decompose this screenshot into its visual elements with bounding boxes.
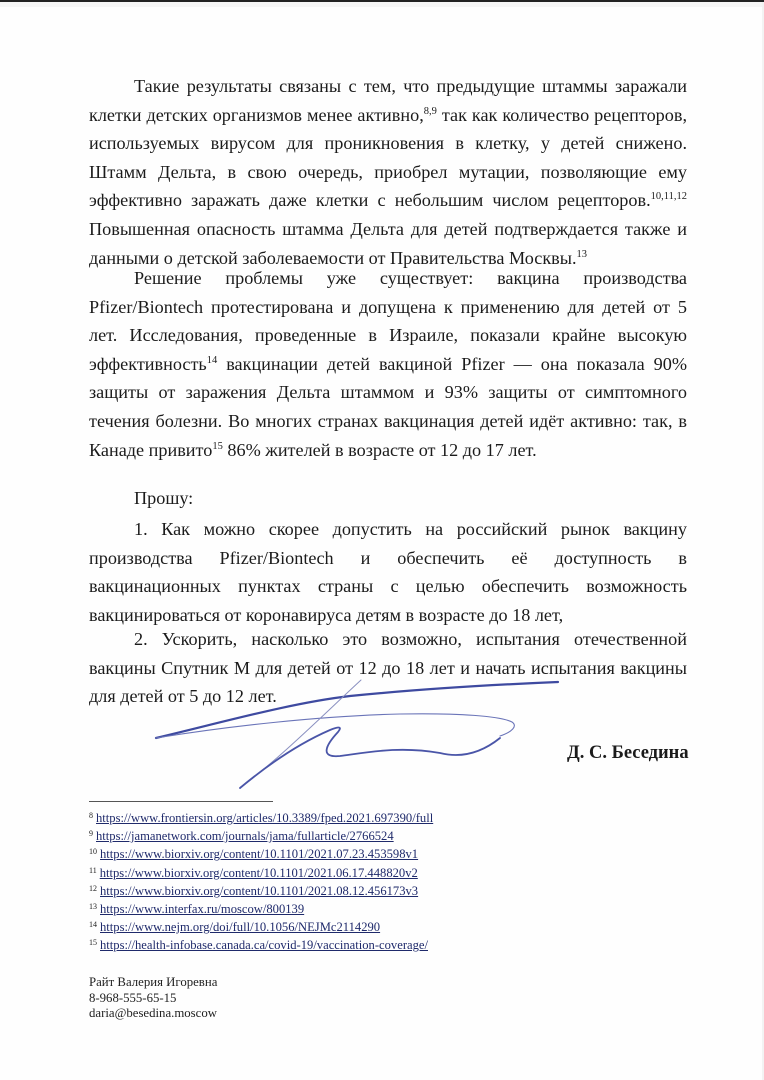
contact-email: daria@besedina.moscow xyxy=(89,1006,217,1020)
footnote-ref[interactable]: 8,9 xyxy=(423,105,437,117)
paragraph-delta-strain xyxy=(89,72,687,272)
footnote-item xyxy=(89,881,589,899)
footnote-item xyxy=(89,826,589,844)
footnotes-list xyxy=(89,808,589,954)
paragraph-text: вакцинации детей вакциной Pfizer — она показала 90% защиты от заражения Дельта штаммом и 93% защиты от симптомного течения болезни. Во многих странах вакцинация детей идёт активно: так, в Канаде привито xyxy=(89,353,688,460)
request-label: Прошу: xyxy=(134,488,194,508)
footnote-ref[interactable]: 13 xyxy=(576,248,588,260)
handwritten-signature xyxy=(140,678,560,803)
footnote-item xyxy=(89,808,589,826)
footnote-number: 14 xyxy=(89,920,97,930)
paragraph-text: Такие результаты связаны с тем, что предыдущие штаммы заражали клетки детских организмов менее активно, xyxy=(89,76,687,125)
request-item-1: 1. Как можно скорее допустить на российский рынок вакцину производства Pfizer/Biontech и обеспечить её доступность в вакцинационных пунктах страны с целью обеспечить возможность вакцинироваться от коронавируса детям в возрасте до 18 лет, xyxy=(89,519,687,625)
footnote-link[interactable]: https://www.interfax.ru/moscow/800139 xyxy=(100,902,305,917)
paragraph-text: 86% жителей в возрасте от 12 до 17 лет. xyxy=(227,439,537,460)
footnote-link[interactable]: https://www.biorxiv.org/content/10.1101/2021.07.23.453598v1 xyxy=(100,847,419,862)
footnote-link[interactable]: https://jamanetwork.com/journals/jama/fullarticle/2766524 xyxy=(96,829,394,844)
footnote-item xyxy=(89,844,589,862)
footnote-link[interactable]: https://www.nejm.org/doi/full/10.1056/NEJMc2114290 xyxy=(100,920,381,935)
footnote-ref[interactable]: 14 xyxy=(206,354,218,366)
footnote-number: 10 xyxy=(89,847,97,857)
contact-block xyxy=(89,975,217,1022)
paragraph-text: так как количество рецепторов, используемых вирусом для проникновения в клетку, у детей снижено. Штамм Дельта, в свою очередь, приобрел мутации, позволяющие ему эффективно заражать даже клетки с небольшим числом рецепторов. xyxy=(89,104,688,211)
footnote-number: 9 xyxy=(89,829,93,839)
footnote-number: 11 xyxy=(89,865,97,875)
footnote-number: 8 xyxy=(89,811,93,820)
paragraph-text: Повышенная опасность штамма Дельта для детей подтверждается также и данными о детской заболеваемости от Правительства Москвы. xyxy=(89,218,687,268)
scan-top-shade xyxy=(0,2,764,7)
footnote-number: 12 xyxy=(89,883,97,893)
contact-name: Райт Валерия Игоревна xyxy=(89,975,218,989)
footnote-link[interactable]: https://www.biorxiv.org/content/10.1101/2021.06.17.448820v2 xyxy=(99,865,418,880)
footnote-link[interactable]: https://health-infobase.canada.ca/covid-19/vaccination-coverage/ xyxy=(100,938,428,953)
footnote-item xyxy=(89,917,589,935)
footnote-item xyxy=(89,935,589,953)
request-item-2: 2. Ускорить, насколько это возможно, испытания отечественной вакцины Спутник М для детей от 12 до 18 лет и начать испытания вакцины для детей от 5 до 12 лет. xyxy=(89,629,687,707)
contact-phone: 8-968-555-65-15 xyxy=(89,990,177,1005)
paragraph-text: Решение проблемы уже существует: вакцина производства Pfizer/Biontech протестирована и допущена к применению для детей от 5 лет. Исследования, проведенные в Израиле, показали крайне высокую эффективность xyxy=(89,268,687,374)
paragraph-pfizer-solution xyxy=(89,264,687,464)
footnote-link[interactable]: https://www.biorxiv.org/content/10.1101/2021.08.12.456173v3 xyxy=(100,883,419,898)
footnote-separator xyxy=(89,801,273,802)
footnote-ref[interactable]: 15 xyxy=(212,440,223,452)
footnote-number: 13 xyxy=(89,902,97,912)
footnote-item xyxy=(89,899,589,917)
footnote-item xyxy=(89,863,589,881)
signer-name: Д. С. Беседина xyxy=(567,743,689,763)
footnote-number: 15 xyxy=(89,938,97,948)
footnote-ref[interactable]: 10,11,12 xyxy=(650,191,687,203)
footnote-link[interactable]: https://www.frontiersin.org/articles/10.3389/fped.2021.697390/full xyxy=(96,811,434,825)
